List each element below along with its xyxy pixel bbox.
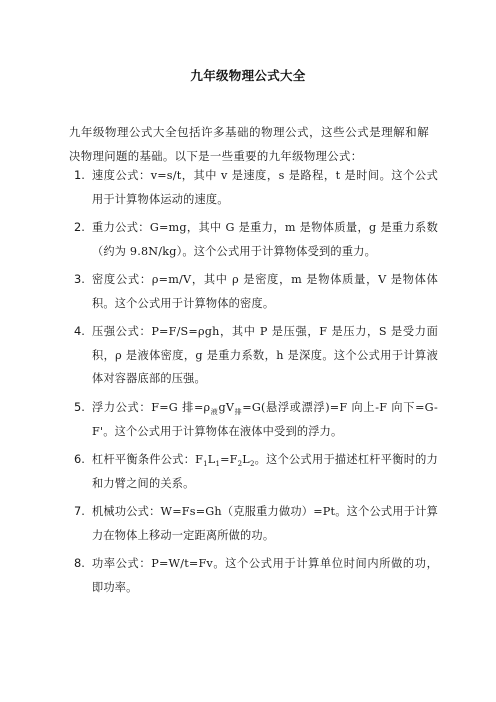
item-text: 杠杆平衡条件公式：$F_1L_1=F_2L_2$。这个公式用于描述杠杆平衡时的力和力臂之间的关系。 [92, 453, 439, 490]
intro-paragraph: 九年级物理公式大全包括许多基础的物理公式，这些公式是理解和解决物理问题的基础。以下是一些重要的九年级物理公式： [69, 125, 429, 163]
item-text: 重力公式：G=mg，其中 G 是重力，m 是物体质量，g 是重力系数（约为 9.8N/kg）。这个公式用于计算物体受到的重力。 [92, 221, 438, 258]
item-number: 2. [74, 220, 85, 234]
item-text: 机械功公式：W=Fs=Gh（克服重力做功）=Pt。这个公式用于计算力在物体上移动一定距离所做的功。 [92, 505, 438, 542]
item-number: 3. [74, 272, 85, 286]
item-number: 6. [74, 452, 85, 466]
item-number: 1. [74, 168, 85, 182]
item-number: 7. [74, 504, 85, 518]
item-text: 浮力公式：F=G 排$=\rho_液gV_排=G$(悬浮或漂浮)=F 向上-F 向下=G-F'。这个公式用于计算物体在液体中受到的浮力。 [92, 401, 439, 438]
item-number: 4. [74, 324, 85, 338]
item-text: 功率公式：P=W/t=Fv。这个公式用于计算单位时间内所做的功，即功率。 [92, 557, 438, 594]
item-text: 速度公式：v=s/t，其中 v 是速度，s 是路程，t 是时间。这个公式用于计算物体运动的速度。 [92, 169, 438, 206]
item-text: 密度公式：ρ=m/V，其中 ρ 是密度，m 是物体质量，V 是物体体积。这个公式用于计算物体的密度。 [92, 273, 438, 310]
item-text: 压强公式：P=F/S=ρgh，其中 P 是压强，F 是压力，S 是受力面积，ρ 是液体密度，g 是重力系数，h 是深度。这个公式用于计算液体对容器底部的压强。 [92, 325, 438, 385]
item-number: 5. [74, 400, 85, 414]
item-number: 8. [74, 556, 85, 570]
document-title: 九年级物理公式大全 [190, 68, 306, 83]
